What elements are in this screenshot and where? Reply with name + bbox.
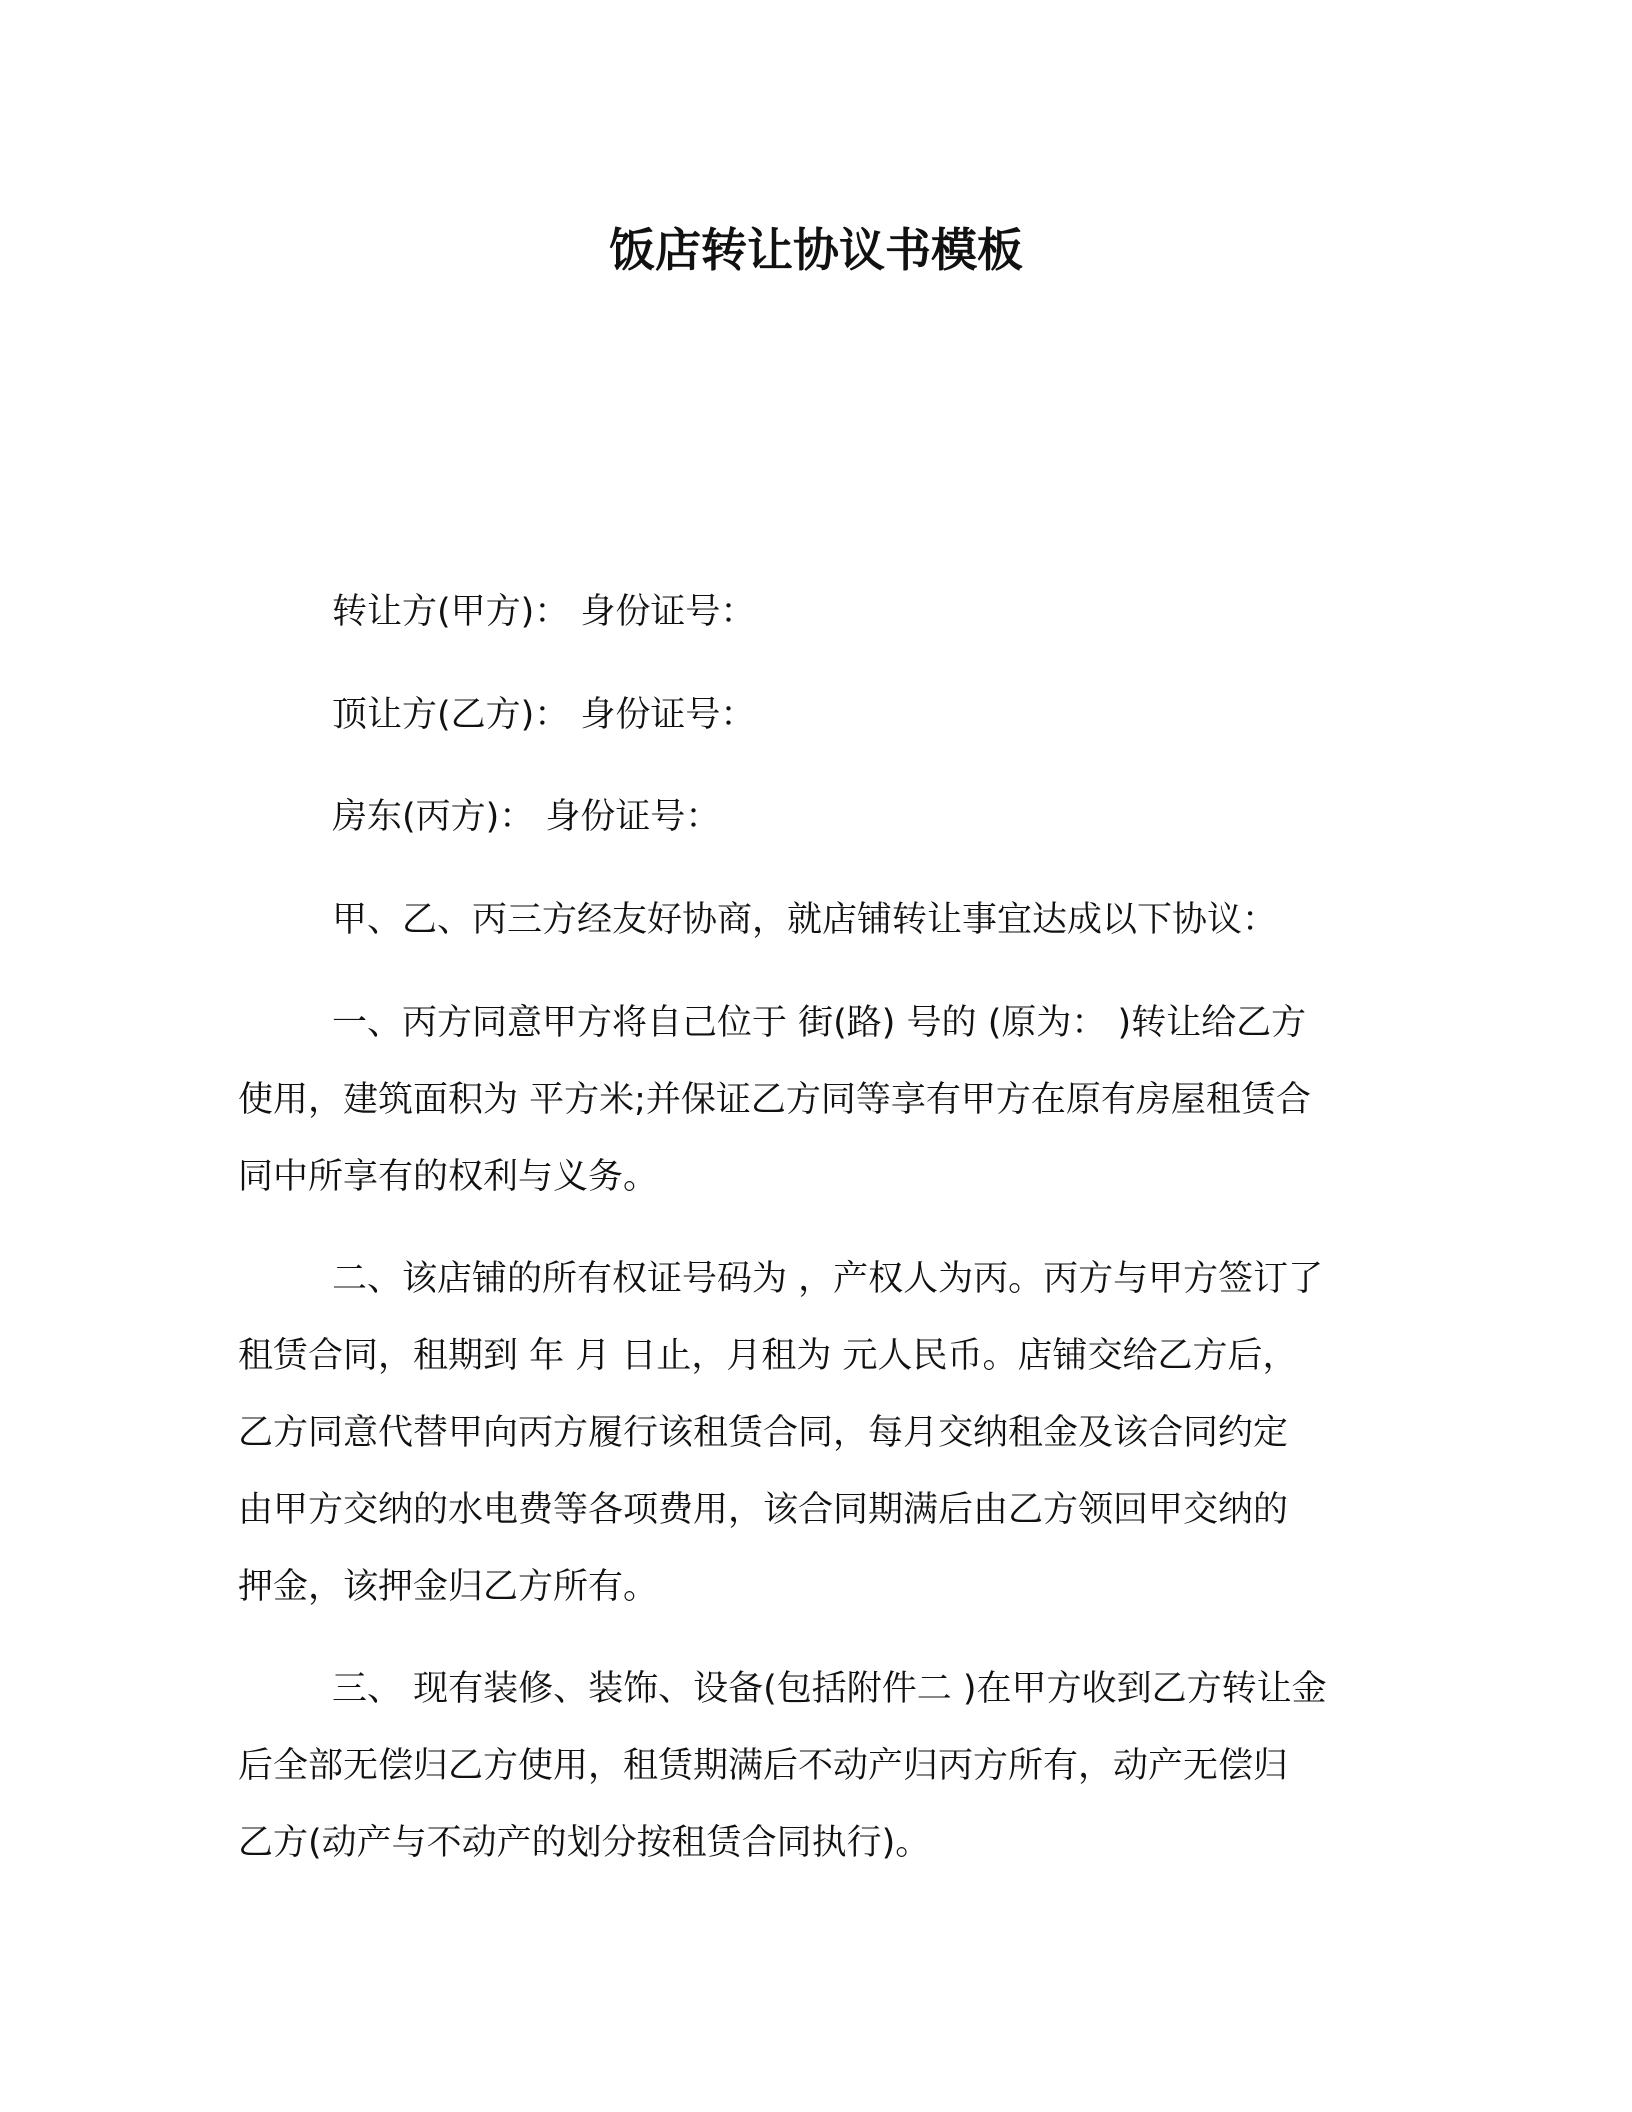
clause-1-line-3: 同中所享有的权利与义务。 <box>238 1157 659 1197</box>
clause-1-line-1: 一、丙方同意甲方将自己位于 街(路) 号的 (原为： )转让给乙方 <box>332 1003 1307 1043</box>
clause-1 <box>238 998 1378 1229</box>
party-landlord-line: 房东(丙方)： 身份证号： <box>332 797 721 837</box>
clause-2-line-2: 租赁合同，租期到 年 月 日止，月租为 元人民币。店铺交给乙方后， <box>238 1336 1298 1376</box>
clause-2-line-5: 押金，该押金归乙方所有。 <box>238 1567 659 1607</box>
party-transferor-line: 转让方(甲方)： 身份证号： <box>332 592 756 632</box>
clause-2-line-4: 由甲方交纳的水电费等各项费用，该合同期满后由乙方领回甲交纳的 <box>238 1490 1289 1530</box>
clause-3 <box>238 1664 1378 1895</box>
clause-3-line-1: 三、 现有装修、装饰、设备(包括附件二 )在甲方收到乙方转让金 <box>332 1669 1327 1709</box>
document-title: 饭店转让协议书模板 <box>609 223 1023 277</box>
clause-1-line-2: 使用，建筑面积为 平方米;并保证乙方同等享有甲方在原有房屋租赁合 <box>238 1080 1311 1120</box>
agreement-intro: 甲、乙、丙三方经友好协商，就店铺转让事宜达成以下协议： <box>332 900 1278 940</box>
clause-2 <box>238 1254 1378 1639</box>
party-transferee-line: 顶让方(乙方)： 身份证号： <box>332 695 756 735</box>
clause-2-line-1: 二、该店铺的所有权证号码为 ，产权人为丙。丙方与甲方签订了 <box>332 1259 1324 1299</box>
clause-3-line-3: 乙方(动产与不动产的划分按租赁合同执行)。 <box>238 1823 931 1863</box>
clause-3-line-2: 后全部无偿归乙方使用，租赁期满后不动产归丙方所有，动产无偿归 <box>238 1746 1289 1786</box>
clause-2-line-3: 乙方同意代替甲向丙方履行该租赁合同，每月交纳租金及该合同约定 <box>238 1413 1289 1453</box>
